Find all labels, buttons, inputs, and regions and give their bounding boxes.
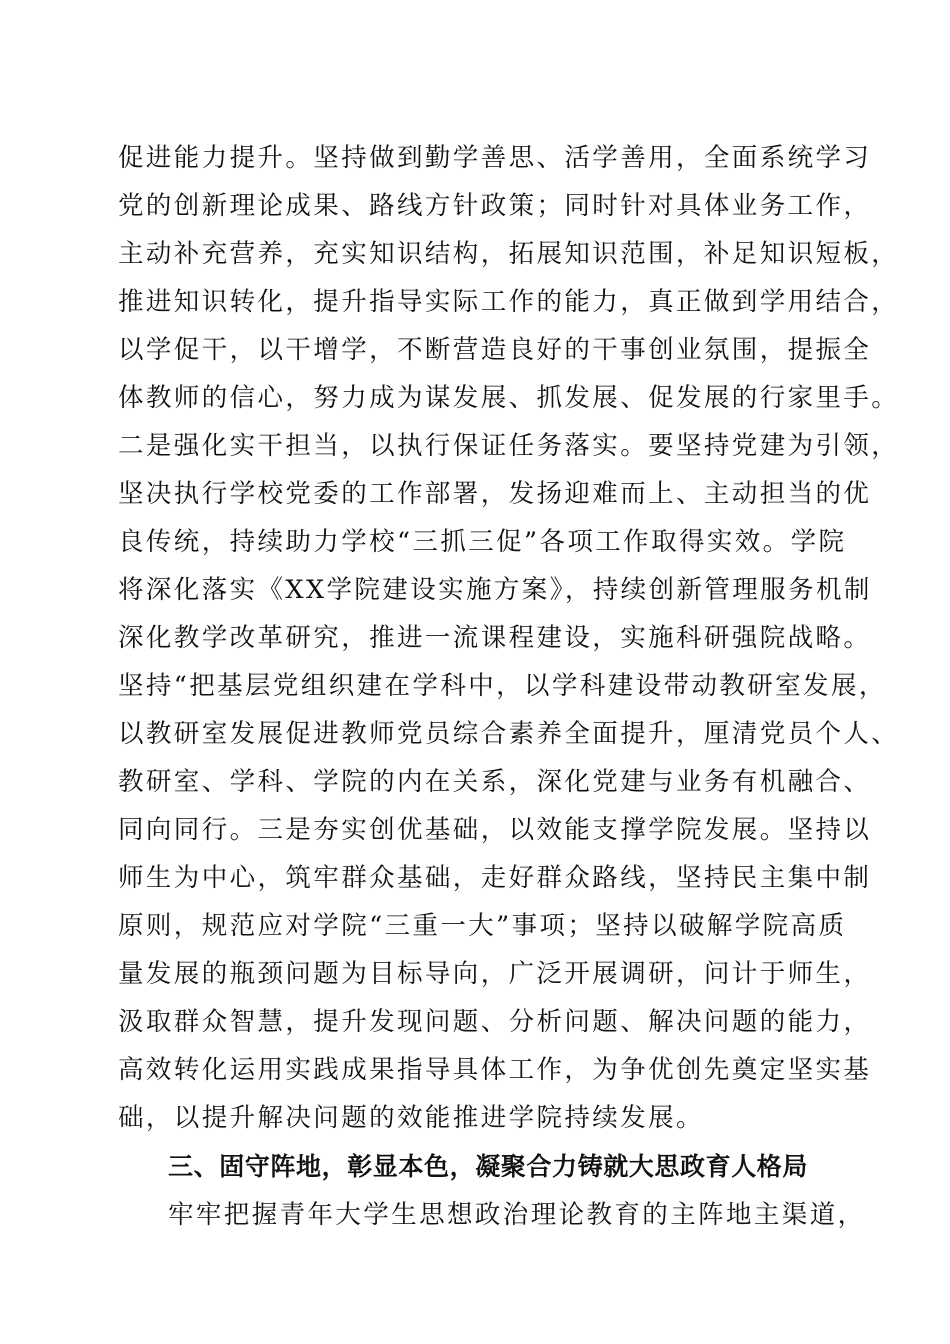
- body-text-line: 础，以提升解决问题的效能推进学院持续发展。: [118, 1103, 704, 1133]
- body-text-line: 主动补充营养，充实知识结构，拓展知识范围，补足知识短板，: [118, 239, 900, 269]
- body-text-line: 深化教学改革研究，推进一流课程建设，实施科研强院战略。: [118, 623, 872, 653]
- body-text-line: 党的创新理论成果、路线方针政策；同时针对具体业务工作，: [118, 191, 872, 221]
- body-text-line: 体教师的信心，努力成为谋发展、抓发展、促发展的行家里手。: [118, 383, 900, 413]
- body-text-line: 原则，规范应对学院“三重一大”事项；坚持以破解学院高质: [118, 911, 847, 941]
- body-text-line: 良传统，持续助力学校“三抓三促”各项工作取得实效。学院: [118, 527, 847, 557]
- section-heading: 三、固守阵地，彰显本色，凝聚合力铸就大思政育人格局: [168, 1152, 809, 1181]
- body-text-line: 促进能力提升。坚持做到勤学善思、活学善用，全面系统学习: [118, 143, 872, 173]
- body-text-line: 量发展的瓶颈问题为目标导向，广泛开展调研，问计于师生，: [118, 959, 872, 989]
- body-text-line: 将深化落实《XX学院建设实施方案》，持续创新管理服务机制: [118, 575, 872, 605]
- body-text-line: 师生为中心，筑牢群众基础，走好群众路线，坚持民主集中制: [118, 863, 872, 893]
- body-text-line: 推进知识转化，提升指导实际工作的能力，真正做到学用结合，: [118, 287, 900, 317]
- body-text-line: 以学促干，以干增学，不断营造良好的干事创业氛围，提振全: [118, 335, 872, 365]
- body-text-line: 坚持“把基层党组织建在学科中，以学科建设带动教研室发展，: [118, 671, 887, 701]
- body-text-line: 高效转化运用实践成果指导具体工作，为争优创先奠定坚实基: [118, 1055, 872, 1085]
- body-text-line: 教研室、学科、学院的内在关系，深化党建与业务有机融合、: [118, 767, 872, 797]
- body-text-line: 同向同行。三是夯实创优基础，以效能支撑学院发展。坚持以: [118, 815, 872, 845]
- body-text-line: 二是强化实干担当，以执行保证任务落实。要坚持党建为引领，: [118, 431, 900, 461]
- paragraph-first-line: 牢牢把握青年大学生思想政治理论教育的主阵地主渠道，: [168, 1200, 866, 1230]
- body-text-line: 以教研室发展促进教师党员综合素养全面提升，厘清党员个人、: [118, 719, 900, 749]
- body-text-line: 坚决执行学校党委的工作部署，发扬迎难而上、主动担当的优: [118, 479, 872, 509]
- body-text-line: 汲取群众智慧，提升发现问题、分析问题、解决问题的能力，: [118, 1007, 872, 1037]
